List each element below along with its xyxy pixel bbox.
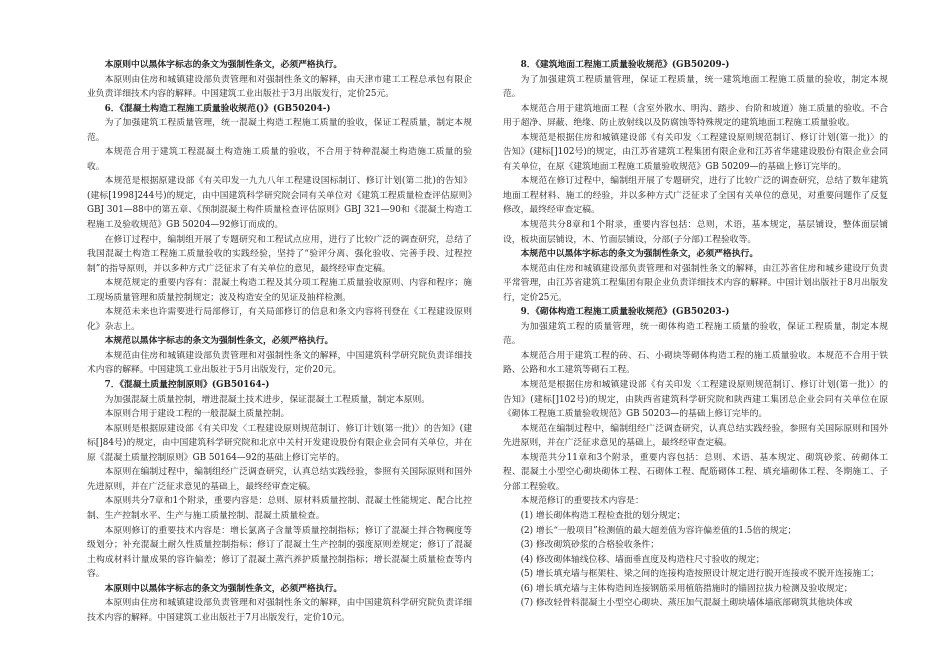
- paragraph: 在修订过程中，编制组开展了专题研究和工程试点应用，进行了比较广泛的调查研究，总结了我国混凝土构造工程施工质量验收的实践经验，坚持了“验评分离、强化验收、完善手段、过程控制”的指导原则，并以多种方式广泛征求了有关单位的意见，最终经审查定稿。: [87, 234, 472, 274]
- section-heading: 8．《建筑地面工程施工质量验收规范》(GB50209-): [520, 60, 730, 70]
- list-item: (4) 修改砌体轴线位移、墙面垂直度及构造柱尺寸验收的规定；: [520, 554, 765, 565]
- paragraph: 本规范在编制过程中，编制组经广泛调查研究，认真总结实践经验，参照有关国际原则和国外先进原则，并在广泛征求意见的基础上，最终经审查定稿。: [503, 423, 888, 449]
- section-heading: 7．《混凝土质量控制原则》(GB50164-): [104, 380, 270, 391]
- paragraph: 本规范共分8章和1个附录，重要内容包括：总则，术语，基本规定，基层铺设，整体面层铺设，板块面层铺设，木、竹面层铺设，分部(子分部)工程验收等。: [503, 220, 888, 245]
- list-item: (5) 增长填充墙与框架柱、梁之间的连接构造按照设计规定进行脱开连接或不脱开连接施工；: [520, 569, 879, 580]
- paragraph: 本原则由住房和城镇建设部负责管理和对强制性条文的解释，由中国建筑科学研究院负责详细技术内容的解释。中国建筑工业出版社于7月出版发行，定价10元。: [87, 598, 472, 623]
- paragraph: 本规范是根据住房和城镇建设部《有关印发〈工程建设原则规范制订、修订计划(第一批)〉的告知》(建标[]102号)的规定，由江苏省建筑工程集团有限企业和江苏省华建建设股份有限企业会同有关单位，在原《建筑地面工程施工质量验收规范》GB 50209—的基础上修订完毕的。: [503, 132, 888, 172]
- paragraph: 本规范未来也许需要进行局部修订，有关局部修订的信息和条文内容将刊登在《工程建设原则化》杂志上。: [87, 307, 472, 332]
- paragraph: 本规范合用于建筑地面工程（含室外散水、明沟、踏步、台阶和坡道）施工质量的验收。不合用于超净、屏蔽、绝缘、防止放射线以及防腐蚀等特殊规定的建筑地面工程施工质量验收。: [503, 103, 888, 129]
- paragraph: 本规范合用于建筑工程混凝土构造施工质量的验收，不合用于特种混凝土构造施工质量的验收。: [87, 147, 472, 172]
- paragraph: 本原则修订的重要技术内容是：增长氯离子含量等质量控制指标；修订了混凝土拌合物稠度等级划分；补充混凝土耐久性质量控制指标；修订了混凝土生产控制的强度原则差规定；修订了混凝土构成材料计量成果的容许偏差；修订了混凝土蒸汽养护质量控制指标；增长混凝土质量检查等内容。: [87, 525, 472, 580]
- paragraph: 本原则由住房和城镇建设部负责管理和对强制性条文的解释，由天津市建工工程总承包有限企业负责详细技术内容的解释。中国建筑工业出版社于3月出版发行，定价25元。: [87, 74, 472, 100]
- right-column: [503, 58, 888, 611]
- paragraph: 本规范是根据住房和城镇建设部《有关印发〈工程建设原则规范制订、修订计划(第一批)〉的告知》(建标[]102号)的规定，由陕西省建筑科学研究院和陕西建工集团总企业会同有关单位在原《砌体工程施工质量验收规范》GB 50203—的基础上修订完毕的。: [503, 380, 888, 420]
- paragraph: 本规范由住房和城镇建设部负责管理和对强制性条文的解释，中国建筑科学研究院负责详细技术内容的解释。中国建筑工业出版社于5月出版发行，定价20元。: [87, 350, 472, 376]
- list-item: (6) 增长填充墙与主体构造间连接钢筋采用植筋措施时的锚固拉拔力检测及验收规定；: [520, 583, 853, 594]
- paragraph: 为了加强建筑工程质量管理，保证工程质量，统一建筑地面工程施工质量的验收，制定本规范。: [503, 74, 888, 100]
- paragraph: 本规范修订的重要技术内容是：: [520, 496, 644, 507]
- mandatory-clause-note: 本原则中以黑体字标志的条文为强制性条文，必须严格执行。: [104, 60, 343, 70]
- paragraph: 本原则合用于建设工程的一般混凝土质量控制。: [104, 409, 290, 420]
- paragraph: 本原则共分7章和1个附录，重要内容是：总则、原材料质量控制、混凝土性能规定、配合比控制、生产控制水平、生产与施工质量控制、混凝土质量检查。: [87, 496, 472, 521]
- paragraph: 为加强建筑工程的质量管理，统一砌体构造工程施工质量的验收，保证工程质量，制定本规范。: [503, 321, 888, 347]
- mandatory-clause-note: 本原则中以黑体字标志的条文为强制性条文，必须严格执行。: [104, 583, 343, 594]
- paragraph: 本规范是根据原建设部《有关印发一九九八年工程建设国标制订、修订计划(第二批)的告知》(建标[1998]244号)的规定，由中国建筑科学研究院会同有关单位对《建筑工程质量检查评估原则》GBJ 301—88中的第五章、《预制混凝土构件质量检查评估原则》GBJ 321—90和《混凝土构造工程施工及验收规范》GB 50204—92修订而成的。: [87, 176, 472, 231]
- list-item: (3) 修改砌筑砂浆的合格验收条件；: [520, 540, 660, 551]
- paragraph: 本原则在编制过程中，编制组经广泛调查研究，认真总结实践经验，参照有关国际原则和国外先进原则，并在广泛征求意见的基础上，最终经审查定稿。: [87, 467, 472, 492]
- list-item: (7) 修改轻骨料混凝土小型空心砌块、蒸压加气混凝土砌块墙体墙底部砌筑其他块体或: [520, 598, 853, 609]
- paragraph: 本规范在修订过程中，编制组开展了专题研究，进行了比较广泛的调查研究，总结了数年建筑地面工程材料、施工的经验，并以多种方式广泛征求了全国有关单位的意见，对重要问题作了反复修改，最终经审查定稿。: [503, 176, 888, 216]
- paragraph: 本原则是根据原建设部《有关印发〈工程建设原则规范制订、修订计划(第一批)〉的告知》(建标[]84号)的规定，由中国建筑科学研究院和北京中关村开发建设股份有限企业会同有关单位，并在原《混凝土质量控制原则》GB 50164—92的基础上修订完毕的。: [87, 423, 472, 463]
- section-heading: 9．《砌体构造工程施工质量验收规范》(GB50203-): [520, 307, 730, 318]
- mandatory-clause-note: 本规范中以黑体字标志的条文为强制性条文，必须严格执行。: [520, 249, 759, 260]
- left-column: [87, 58, 472, 625]
- paragraph: 本规范由住房和城镇建设部负责管理和对强制性条文的解释，由江苏省住房和城乡建设厅负责平常管理，由江苏省建筑工程集团有限企业负责详细技术内容的解释。中国计划出版社于8月出版发行，定价25元。: [503, 263, 888, 303]
- list-item: (2) 增长“一般项目”检测值的最大超差值为容许偏差值的1.5倍的规定；: [520, 525, 797, 536]
- mandatory-clause-note: 本规范以黑体字标志的条文为强制性条文，必须严格执行。: [104, 336, 334, 347]
- paragraph: 为了加强建筑工程质量管理，统一混凝土构造工程施工质量的验收，保证工程质量，制定本规范。: [87, 118, 472, 143]
- list-item: (1) 增长砌体构造工程检查批的划分规定；: [520, 510, 686, 521]
- section-heading: 6．《混凝土构造工程施工质量验收规范()》(GB50204-): [104, 103, 331, 114]
- paragraph: 为加强混凝土质量控制，增进混凝土技术进步，保证混凝土工程质量，制定本原则。: [104, 394, 431, 405]
- paragraph: 本规范规定的重要内容有：混凝土构造工程及其分项工程施工质量验收原则、内容和程序；施工现场质量管理和质量控制规定；波及构造安全的见证及抽样检测。: [87, 278, 472, 303]
- paragraph: 本规范合用于建筑工程的砖、石、小砌块等砌体构造工程的施工质量验收。本规范不合用于铁路、公路和水工建筑等砌石工程。: [503, 350, 888, 376]
- paragraph: 本规范共分11章和3个附录，重要内容包括：总则、术语、基本规定、砌筑砂浆、砖砌体工程、混凝土小型空心砌块砌体工程、石砌体工程、配筋砌体工程、填充墙砌体工程、冬期施工、子分部工程验收。: [503, 452, 888, 492]
